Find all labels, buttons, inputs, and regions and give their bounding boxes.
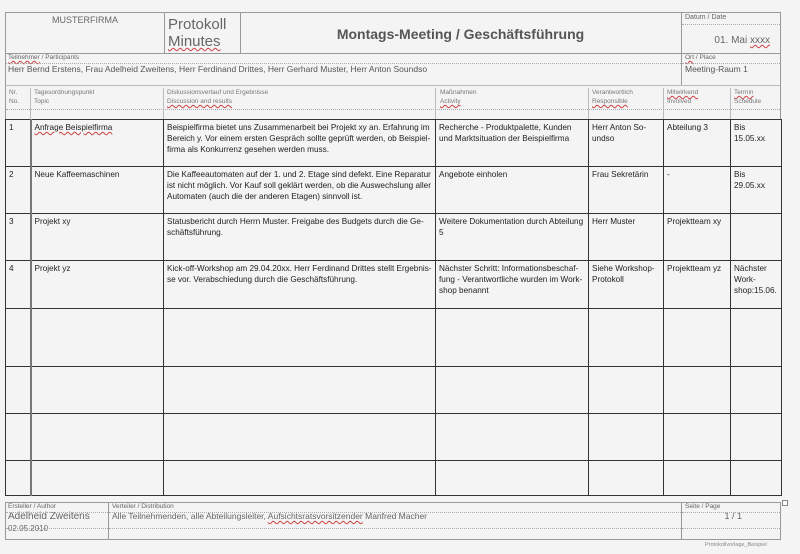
cell-topic[interactable]: Anfrage Beispielfirma (31, 120, 164, 167)
cell-empty[interactable] (731, 461, 782, 496)
cell-topic[interactable]: Neue Kaffeemaschinen (31, 167, 164, 214)
table-row (6, 261, 782, 309)
distribution-label: Verteiler / Distribution (112, 503, 174, 510)
table-resize-handle[interactable] (782, 500, 788, 506)
cell-involved[interactable]: Projektteam xy (664, 214, 731, 261)
cell-responsible[interactable]: Herr Anton So-undso (589, 120, 664, 167)
participants-list: Herr Bernd Erstens, Frau Adelheid Zweitens, Herr Ferdinand Drittes, Herr Gerhard Muster, Herr Anton Soundso (8, 64, 428, 74)
cell-activity[interactable]: Angebote einholen (436, 167, 589, 214)
template-name: Protokollvorlage_Beispiel (705, 542, 767, 548)
cell-activity[interactable]: Nächster Schritt: Informationsbeschaf-fung - Verantwortliche wurden im Work-shop benannt (436, 261, 589, 309)
company-name: MUSTERFIRMA (52, 15, 118, 25)
column-header-frame (5, 85, 781, 119)
page-number: 1 / 1 (724, 511, 742, 521)
cell-schedule[interactable]: Nächster Work-shop:15.06. (731, 261, 782, 309)
cell-empty[interactable] (731, 414, 782, 461)
cell-nr[interactable]: 1 (6, 120, 31, 167)
author-label: Ersteller / Author (8, 503, 57, 510)
cell-empty[interactable] (436, 367, 589, 414)
participants-label: Teilnehmer / Participants (8, 54, 80, 61)
distribution-cell (108, 502, 682, 540)
cell-involved[interactable]: - (664, 167, 731, 214)
cell-empty[interactable] (164, 414, 436, 461)
date-value: 01. Mai xxxx (714, 35, 770, 46)
author-name: Adelheid Zweitens (8, 511, 90, 522)
cell-responsible[interactable]: Siehe Workshop-Protokoll (589, 261, 664, 309)
cell-schedule[interactable]: Bis 29.05.xx (731, 167, 782, 214)
table-row-empty (6, 461, 782, 496)
cell-activity[interactable]: Recherche - Produktpalette, Kunden und Marktsituation der Beispielfirma (436, 120, 589, 167)
col-header-discussion: Diskussionsverlauf und Ergebnisse Discussion and results (167, 89, 269, 105)
author-cell (5, 502, 109, 540)
meeting-title: Montags-Meeting / Geschäftsführung (336, 26, 585, 42)
cell-nr[interactable]: 3 (6, 214, 31, 261)
col-header-topic: Tagesordnungspunkt Topic (34, 89, 95, 105)
cell-empty[interactable] (436, 461, 589, 496)
cell-empty[interactable] (589, 414, 664, 461)
col-header-involved: Mitwirkend Involved (667, 89, 699, 105)
table-row-empty (6, 414, 782, 461)
cell-responsible[interactable]: Frau Sekretärin (589, 167, 664, 214)
minutes-table (5, 119, 782, 496)
cell-topic[interactable]: Projekt yz (31, 261, 164, 309)
created-date: 02.05.2010 (8, 524, 49, 533)
cell-responsible[interactable]: Herr Muster (589, 214, 664, 261)
cell-empty[interactable] (731, 309, 782, 367)
distribution-list: Alle Teilnehmenden, alle Abteilungsleiter, Aufsichtsratsvorsitzender Manfred Macher (112, 511, 427, 521)
doc-type-cell (164, 12, 241, 54)
col-header-activity: Maßnahmen Activity (440, 89, 477, 105)
cell-nr[interactable]: 2 (6, 167, 31, 214)
cell-empty[interactable] (589, 461, 664, 496)
cell-empty[interactable] (436, 309, 589, 367)
title-cell (240, 12, 682, 54)
table-row (6, 214, 782, 261)
table-row-empty (6, 367, 782, 414)
cell-activity[interactable]: Weitere Dokumentation durch Abteilung 5 (436, 214, 589, 261)
cell-empty[interactable] (31, 461, 164, 496)
cell-empty[interactable] (164, 367, 436, 414)
cell-empty[interactable] (436, 414, 589, 461)
date-cell (681, 12, 781, 54)
table-row (6, 167, 782, 214)
participants-cell (5, 53, 682, 85)
cell-nr[interactable]: 4 (6, 261, 31, 309)
cell-involved[interactable]: Projektteam yz (664, 261, 731, 309)
table-row-empty (6, 309, 782, 367)
cell-empty[interactable] (731, 367, 782, 414)
cell-empty[interactable] (6, 414, 31, 461)
cell-empty[interactable] (31, 367, 164, 414)
cell-empty[interactable] (589, 309, 664, 367)
cell-topic[interactable]: Projekt xy (31, 214, 164, 261)
col-header-nr: Nr. No. (9, 89, 20, 105)
cell-empty[interactable] (664, 461, 731, 496)
cell-empty[interactable] (6, 309, 31, 367)
cell-empty[interactable] (589, 367, 664, 414)
cell-empty[interactable] (164, 461, 436, 496)
page-cell (681, 502, 781, 540)
cell-empty[interactable] (664, 309, 731, 367)
cell-empty[interactable] (31, 414, 164, 461)
place-label: Ort / Place (685, 54, 716, 61)
cell-schedule[interactable] (731, 214, 782, 261)
place-cell (681, 53, 781, 85)
doc-type-de: Protokoll (168, 16, 227, 33)
company-cell (5, 12, 164, 54)
doc-type-en: Minutes (168, 33, 221, 50)
cell-empty[interactable] (6, 461, 31, 496)
date-label: Datum / Date (685, 14, 727, 21)
cell-discussion[interactable]: Die Kaffeeautomaten auf der 1. und 2. Etage sind defekt. Eine Reparatur ist nicht möglich. Vor Kauf soll geklärt werden, ob die Auswechslung aller Automaten (auch die der anderen Etagen) sinnvoll ist. (164, 167, 436, 214)
cell-schedule[interactable]: Bis 15.05.xx (731, 120, 782, 167)
col-header-responsible: Verantwortlich Responsible (592, 89, 633, 105)
table-row (6, 120, 782, 167)
page-label: Seite / Page (685, 503, 721, 510)
cell-empty[interactable] (164, 309, 436, 367)
cell-empty[interactable] (31, 309, 164, 367)
col-header-schedule: Termin Schedule (734, 89, 762, 105)
cell-empty[interactable] (664, 367, 731, 414)
cell-involved[interactable]: Abteilung 3 (664, 120, 731, 167)
cell-empty[interactable] (6, 367, 31, 414)
cell-discussion[interactable]: Kick-off-Workshop am 29.04.20xx. Herr Ferdinand Drittes stellt Ergebnis-se vor. Verabschiedung durch die Geschäftsführung. (164, 261, 436, 309)
cell-empty[interactable] (664, 414, 731, 461)
place-value: Meeting-Raum 1 (685, 64, 748, 74)
cell-discussion[interactable]: Statusbericht durch Herrn Muster. Freigabe des Budgets durch die Ge-schäftsführung. (164, 214, 436, 261)
cell-discussion[interactable]: Beispielfirma bietet uns Zusammenarbeit bei Projekt xy an. Erfahrung im Bereich y. Vor einem ersten Gespräch sollte geprüft werden, ob Beispiel-firma als Konkurrenz gesehen werden muss. (164, 120, 436, 167)
